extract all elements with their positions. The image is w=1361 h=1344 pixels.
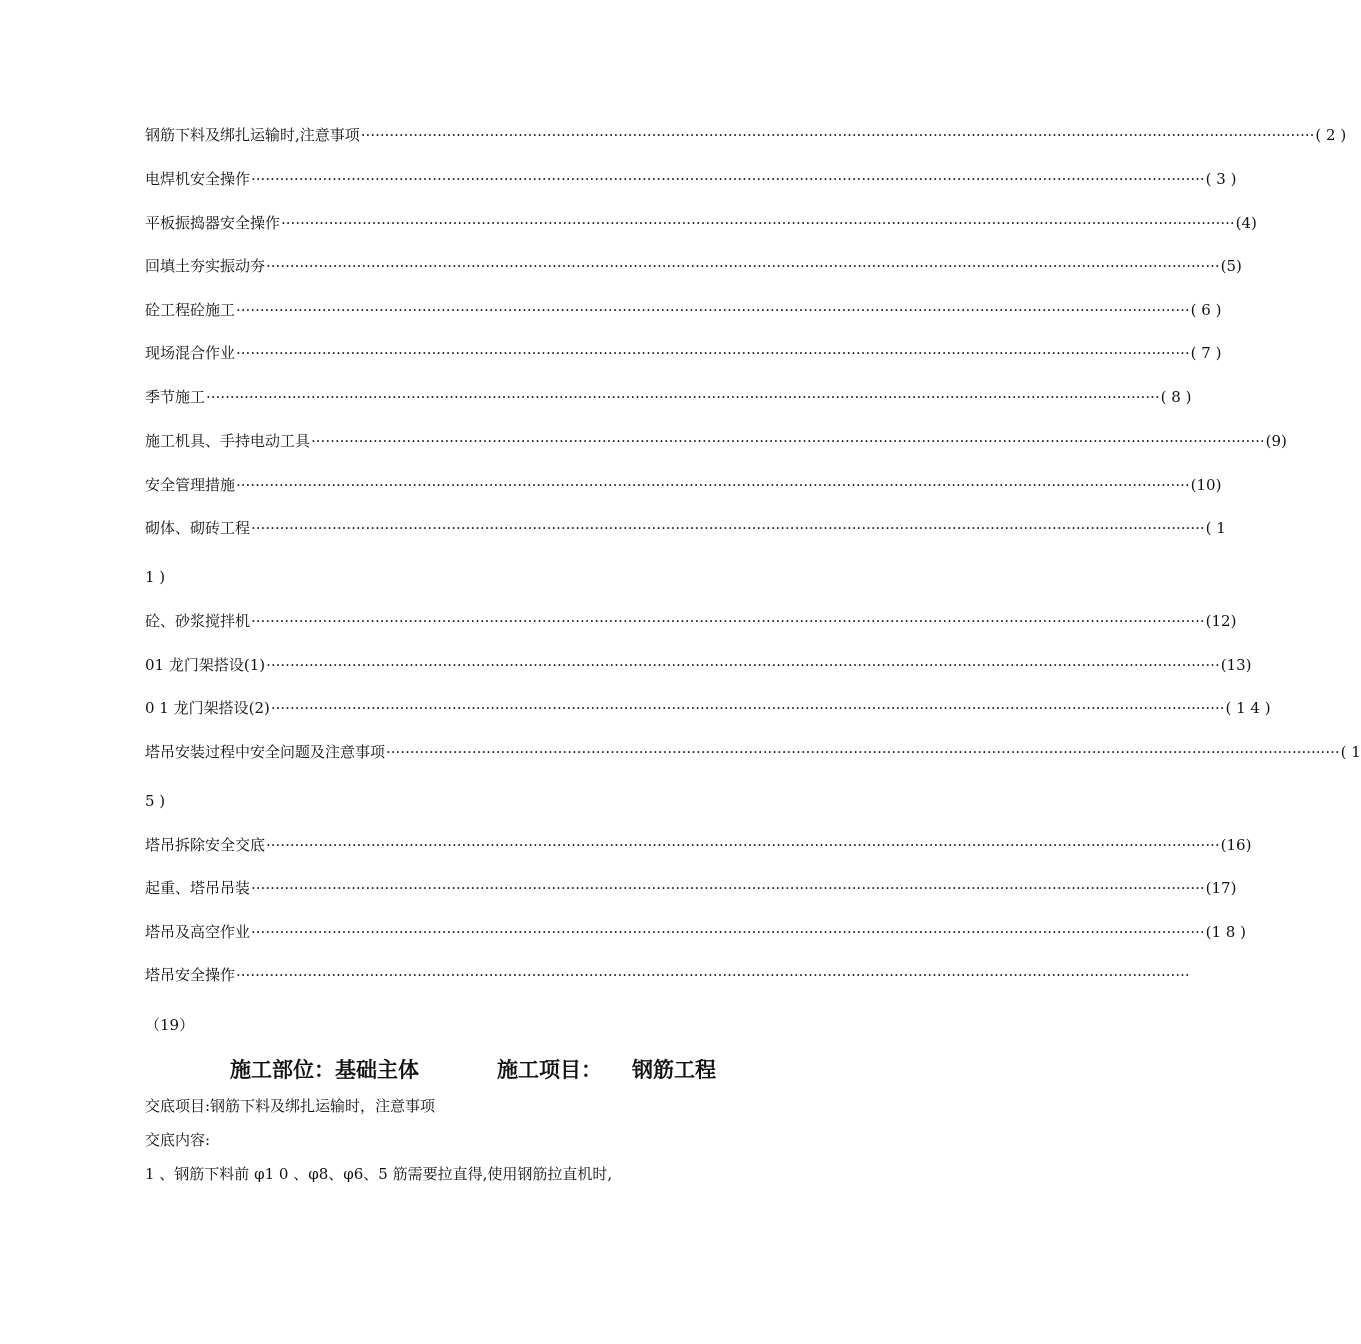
toc-entry[interactable] — [145, 212, 1257, 234]
toc-entry[interactable] — [145, 386, 1192, 408]
construction-part: 施工部位：基础主体 — [230, 1058, 419, 1082]
toc-entry-page: (5) — [1220, 257, 1242, 275]
toc-entry-page: (1 8 ) — [1205, 923, 1246, 941]
toc-entry-page: (4) — [1235, 214, 1257, 232]
toc-dot-leader: ········································································································································································································ — [251, 879, 1205, 897]
section-heading — [0, 1054, 950, 1086]
toc-entry-page: ( 6 ) — [1190, 301, 1222, 319]
toc-dot-leader: ········································································································································································································ — [270, 699, 1225, 717]
toc-entry-page: ( 3 ) — [1205, 170, 1237, 188]
toc-entry[interactable] — [145, 964, 1190, 986]
toc-entry[interactable] — [145, 697, 1271, 719]
toc-dot-leader: ········································································································································································································ — [251, 170, 1205, 188]
toc-entry-page: (13) — [1220, 656, 1252, 674]
toc-dot-leader: ········································································································································································································ — [236, 301, 1190, 319]
toc-entry[interactable] — [145, 877, 1237, 899]
toc-entry-title: 砼、砂浆搅拌机 — [145, 612, 251, 630]
toc-entry[interactable] — [145, 255, 1242, 277]
toc-dot-leader: ········································································································································································································ — [206, 388, 1160, 406]
toc-entry-title: 起重、塔吊吊装 — [145, 879, 251, 897]
toc-entry-title: 砌体、砌砖工程 — [145, 519, 251, 537]
toc-entry-title: 季节施工 — [145, 388, 206, 406]
toc-entry-title: 现场混合作业 — [145, 344, 236, 362]
toc-entry-page: ( 1 — [1205, 519, 1226, 537]
toc-entry-page: ( 2 ) — [1315, 126, 1347, 144]
toc-dot-leader: ········································································································································································································ — [266, 656, 1220, 674]
toc-entry-title: 0 1 龙门架搭设(2) — [145, 699, 270, 717]
toc-dot-leader: ········································································································································································································ — [236, 344, 1190, 362]
toc-dot-leader: ········································································································································································································ — [386, 743, 1340, 761]
toc-dot-leader: ········································································································································································································ — [266, 257, 1220, 275]
toc-dot-leader: ········································································································································································································ — [251, 612, 1205, 630]
toc-entry-page: (17) — [1205, 879, 1237, 897]
toc-entry[interactable] — [145, 299, 1222, 321]
briefing-content-line: 1 、钢筋下料前 φ1 0 、φ8、φ6、5 筋需要拉直得,使用钢筋拉直机时, — [145, 1165, 613, 1183]
toc-entry-title: 塔吊及高空作业 — [145, 923, 251, 941]
toc-dot-leader: ········································································································································································································ — [236, 476, 1190, 494]
toc-entry-title: 回填土夯实振动夯 — [145, 257, 266, 275]
briefing-item: 交底项目:钢筋下料及绑扎运输时，注意事项 — [145, 1097, 436, 1115]
toc-dot-leader: ········································································································································································································ — [311, 432, 1265, 450]
toc-entry[interactable] — [145, 834, 1252, 856]
toc-entry-page-wrap: 5 ) — [145, 792, 166, 810]
toc-entry-title: 塔吊拆除安全交底 — [145, 836, 266, 854]
toc-dot-leader: ········································································································································································································ — [236, 966, 1190, 984]
toc-entry-page: ( 7 ) — [1190, 344, 1222, 362]
toc-entry-page: ( 1 4 ) — [1225, 699, 1271, 717]
toc-entry-title: 平板振捣器安全操作 — [145, 214, 281, 232]
toc-entry[interactable] — [145, 741, 1361, 763]
toc-entry-title: 塔吊安全操作 — [145, 966, 236, 984]
briefing-content-label: 交底内容: — [145, 1131, 211, 1149]
toc-dot-leader: ········································································································································································································ — [360, 126, 1315, 144]
toc-entry[interactable] — [145, 474, 1222, 496]
toc-entry-page: (12) — [1205, 612, 1237, 630]
toc-entry[interactable] — [145, 517, 1226, 539]
toc-entry-page-wrap: （19） — [145, 1016, 195, 1034]
toc-entry[interactable] — [145, 430, 1287, 452]
toc-entry-title: 安全管理措施 — [145, 476, 236, 494]
toc-entry[interactable] — [145, 654, 1252, 676]
toc-entry-page: (16) — [1220, 836, 1252, 854]
toc-entry-title: 塔吊安装过程中安全问题及注意事项 — [145, 743, 386, 761]
toc-entry-page: (10) — [1190, 476, 1222, 494]
toc-entry-title: 施工机具、手持电动工具 — [145, 432, 311, 450]
toc-entry-page: (9) — [1265, 432, 1287, 450]
toc-entry-page-wrap: 1 ) — [145, 568, 166, 586]
construction-item-value: 钢筋工程 — [632, 1058, 716, 1082]
toc-entry-title: 01 龙门架搭设(1) — [145, 656, 266, 674]
toc-entry-page: ( 1 — [1340, 743, 1361, 761]
toc-entry[interactable] — [145, 921, 1246, 943]
toc-dot-leader: ········································································································································································································ — [251, 923, 1205, 941]
toc-entry[interactable] — [145, 168, 1237, 190]
toc-dot-leader: ········································································································································································································ — [251, 519, 1205, 537]
toc-dot-leader: ········································································································································································································ — [266, 836, 1220, 854]
toc-entry[interactable] — [145, 610, 1237, 632]
toc-entry[interactable] — [145, 124, 1347, 146]
toc-entry-title: 钢筋下料及绑扎运输时,注意事项 — [145, 126, 360, 144]
construction-item-label: 施工项目： — [497, 1058, 602, 1082]
toc-entry[interactable] — [145, 342, 1222, 364]
toc-entry-title: 砼工程砼施工 — [145, 301, 236, 319]
toc-entry-page: ( 8 ) — [1160, 388, 1192, 406]
toc-dot-leader: ········································································································································································································ — [281, 214, 1235, 232]
toc-entry-title: 电焊机安全操作 — [145, 170, 251, 188]
